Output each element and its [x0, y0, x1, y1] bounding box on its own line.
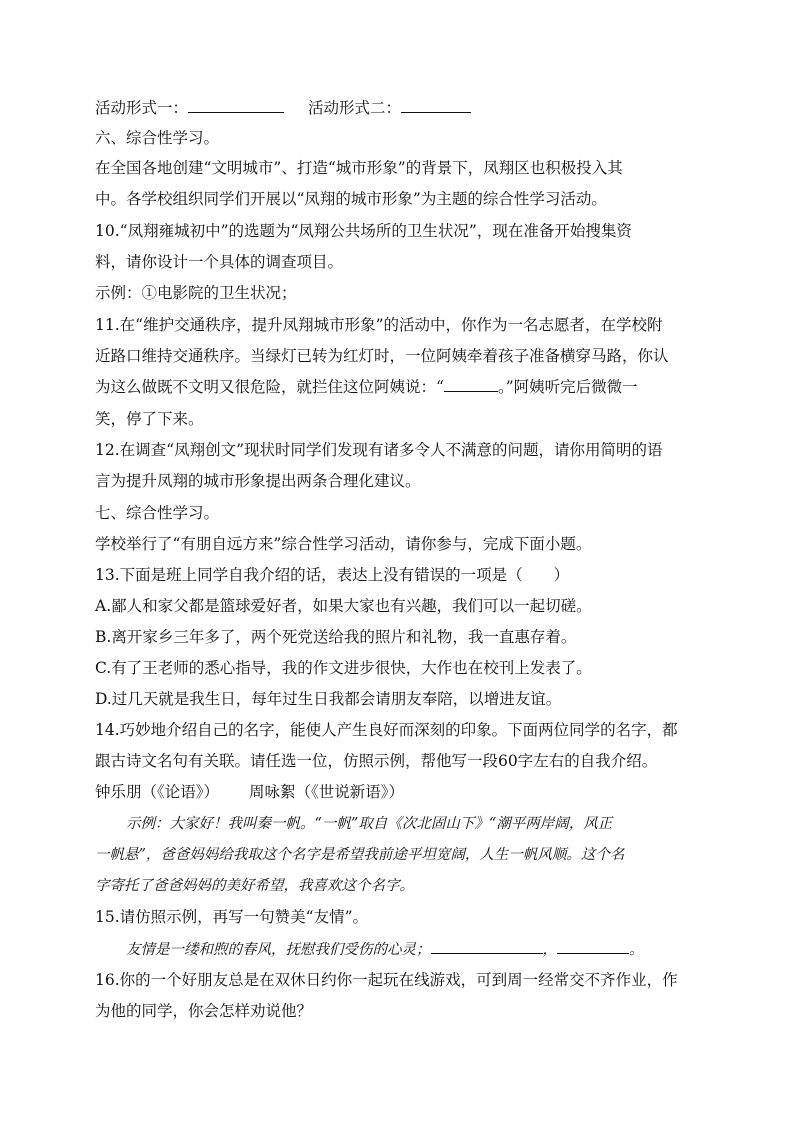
q12-line1: 12.在调查“凤翔创文”现状时同学们发现有诸多令人不满意的问题，请你用简明的语	[95, 441, 663, 459]
q15-comma: ，	[542, 942, 557, 958]
activity-blank-2[interactable]	[401, 98, 471, 113]
activity-forms-line	[95, 98, 471, 118]
q14-example-line3: 字寄托了爸爸妈妈的美好希望，我喜欢这个名字。	[95, 878, 414, 894]
q14-name-2: 周咏絮（《世说新语》）	[249, 783, 405, 801]
q16-line1: 16.你的一个好朋友总是在双休日约你一起玩在线游戏，可到周一经常交不齐作业，作	[95, 971, 678, 989]
section7-intro: 学校举行了“有朋自远方来”综合性学习活动，请你参与，完成下面小题。	[95, 535, 592, 553]
q11-line3-part2: 。”阿姨听完后微微一	[497, 378, 638, 396]
q10-line2: 料，请你设计一个具体的调查项目。	[95, 253, 344, 271]
q10-line1: 10.“凤翔雍城初中”的选题为“凤翔公共场所的卫生状况”，现在准备开始搜集资	[95, 222, 632, 240]
q13-option-a[interactable]: A.鄙人和家父都是篮球爱好者，如果大家也有兴趣，我们可以一起切磋。	[95, 597, 592, 615]
q11-line3-part1: 为这么做既不文明又很危险，就拦住这位阿姨说：“	[95, 378, 444, 396]
section6-heading: 六、综合性学习。	[95, 129, 220, 147]
q14-example-line2: 一帆悬”，爸爸妈妈给我取这个名字是希望我前途平坦宽阔，人生一帆风顺。这个名	[95, 847, 625, 863]
activity-label-2: 活动形式二：	[308, 99, 402, 117]
q15-stem: 15.请仿照示例，再写一句赞美“友情”。	[95, 908, 368, 926]
q11-line3	[95, 377, 638, 397]
section7-heading: 七、综合性学习。	[95, 504, 220, 522]
q13-option-c[interactable]: C.有了王老师的悉心指导，我的作文进步很快，大作也在校刊上发表了。	[95, 659, 592, 677]
q13-option-b[interactable]: B.离开家乡三年多了，两个死党送给我的照片和礼物，我一直惠存着。	[95, 628, 577, 646]
q12-line2: 言为提升凤翔的城市形象提出两条合理化建议。	[95, 472, 421, 490]
q13-stem: 13.下面是班上同学自我介绍的话，表达上没有错误的一项是（ ）	[95, 566, 570, 584]
q15-blank-2[interactable]	[557, 939, 629, 954]
q14-line1: 14.巧妙地介绍自己的名字，能使人产生良好而深刻的印象。下面两位同学的名字，都	[95, 721, 678, 739]
q11-line1: 11.在“维护交通秩序，提升凤翔城市形象”的活动中，你作为一名志愿者，在学校附	[95, 316, 663, 334]
q15-period: 。	[629, 942, 644, 958]
q14-line2: 跟古诗文名句有关联。请任选一位，仿照示例，帮他写一段60字左右的自我介绍。	[95, 752, 658, 770]
q14-example-line1: 示例：大家好！我叫秦一帆。“一帆”取自《次北固山下》“潮平两岸阔，风正	[126, 816, 613, 832]
q11-blank[interactable]	[444, 377, 498, 392]
activity-blank-1[interactable]	[188, 98, 284, 113]
activity-label-1: 活动形式一：	[95, 99, 189, 117]
q16-line2: 为他的同学，你会怎样劝说他？	[95, 1002, 313, 1020]
q11-line4: 笑，停了下来。	[95, 410, 204, 428]
q15-example-text: 友情是一缕和煦的春风，抚慰我们受伤的心灵；	[126, 942, 431, 958]
q14-name-1: 钟乐朋（《论语》）	[95, 783, 220, 801]
q14-names	[95, 782, 404, 802]
q11-line2: 近路口维持交通秩序。当绿灯已转为红灯时，一位阿姨牵着孩子准备横穿马路，你认	[95, 347, 669, 365]
q13-option-d[interactable]: D.过几天就是我生日，每年过生日我都会请朋友奉陪，以增进友谊。	[95, 690, 562, 708]
q15-blank-1[interactable]	[431, 939, 543, 954]
section6-intro-line2: 中。各学校组织同学们开展以“凤翔的城市形象”为主题的综合性学习活动。	[95, 190, 607, 208]
q10-example: 示例：①电影院的卫生状况；	[95, 284, 297, 302]
section6-intro-line1: 在全国各地创建“文明城市”、打造“城市形象”的背景下，凤翔区也积极投入其	[95, 159, 623, 177]
q15-example	[126, 939, 644, 960]
